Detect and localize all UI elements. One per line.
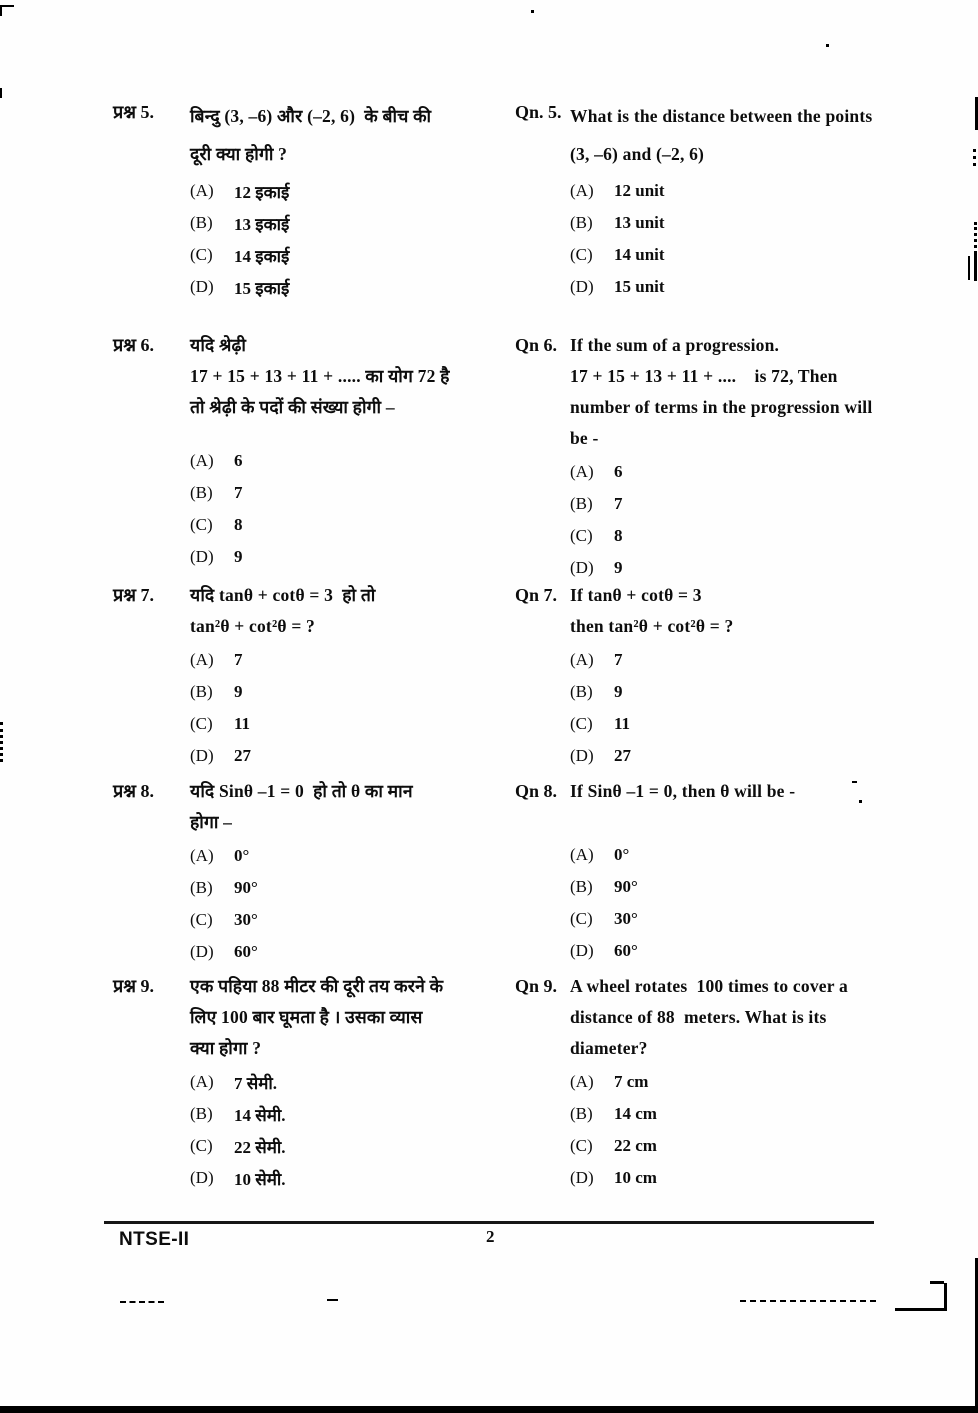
question-text-english (570, 580, 887, 642)
option-letter: (B) (570, 682, 593, 701)
option-row (570, 839, 887, 871)
question-text-hindi (190, 776, 505, 838)
option-value: 7 (234, 650, 243, 669)
scan-mark (930, 1281, 944, 1284)
option-row (190, 676, 505, 708)
option-letter: (B) (570, 213, 593, 232)
question-hindi-column (113, 330, 505, 573)
option-row (190, 904, 505, 936)
question-text-line: लिए 100 बार घूमता है । उसका व्यास (190, 1007, 423, 1027)
booklet-code: NTSE-II (119, 1229, 190, 1250)
option-value: 9 (614, 558, 623, 577)
option-value: 7 सेमी. (234, 1073, 278, 1093)
question-text-english (570, 97, 887, 173)
question-number-hindi: प्रश्न 7. (113, 585, 154, 605)
question-body-hindi (190, 776, 505, 968)
options-hindi (190, 175, 505, 303)
scan-corner-bracket (895, 1283, 947, 1311)
question-text-line: If the sum of a progression. (570, 335, 780, 355)
question-body-hindi (190, 580, 505, 772)
option-value: 7 cm (614, 1072, 649, 1091)
option-value: 7 (614, 650, 623, 669)
option-letter: (D) (570, 1168, 594, 1187)
option-row (190, 207, 505, 239)
question-english-column (515, 776, 887, 967)
options-hindi (190, 644, 505, 772)
scan-dashes (327, 1299, 338, 1301)
option-letter: (C) (190, 714, 213, 733)
option-letter: (D) (190, 277, 214, 296)
question-text-line: tan²θ + cot²θ = ? (190, 616, 316, 636)
option-value: 13 इकाई (234, 214, 290, 234)
option-value: 14 cm (614, 1104, 657, 1123)
option-row (190, 1098, 505, 1130)
question-text-line: distance of 88 meters. What is its (570, 1007, 827, 1027)
option-value: 12 unit (614, 181, 665, 200)
question-text-line: यदि Sinθ –1 = 0 हो तो θ का मान (190, 781, 413, 801)
option-value: 15 unit (614, 277, 665, 296)
question-text-line: होगा – (190, 812, 233, 832)
option-row (570, 207, 887, 239)
option-row (570, 644, 887, 676)
option-letter: (B) (190, 483, 213, 502)
option-row (570, 1162, 887, 1194)
option-row (570, 676, 887, 708)
option-letter: (D) (570, 746, 594, 765)
option-value: 6 (234, 451, 243, 470)
question-body-english (570, 580, 887, 772)
option-value: 22 cm (614, 1136, 657, 1155)
option-letter: (A) (570, 181, 594, 200)
question-text-line: यदि tanθ + cotθ = 3 हो तो (190, 585, 376, 605)
option-value: 14 सेमी. (234, 1105, 286, 1125)
question-number-hindi: प्रश्न 9. (113, 976, 154, 996)
scan-dashes (120, 1301, 164, 1303)
option-letter: (C) (570, 1136, 593, 1155)
option-row (190, 1162, 505, 1194)
question-number-hindi: प्रश्न 6. (113, 335, 154, 355)
question-text-line: be - (570, 428, 599, 448)
option-value: 8 (614, 526, 623, 545)
question-text-line: diameter? (570, 1038, 648, 1058)
question-number-hindi: प्रश्न 8. (113, 781, 154, 801)
option-value: 60° (234, 942, 258, 961)
option-row (190, 175, 505, 207)
option-letter: (D) (190, 942, 214, 961)
option-letter: (A) (190, 181, 214, 200)
options-hindi (190, 1066, 505, 1194)
option-row (570, 871, 887, 903)
question-number-english: Qn 7. (515, 585, 558, 605)
question-text-line: यदि श्रेढ़ी (190, 335, 247, 355)
option-row (190, 477, 505, 509)
option-letter: (D) (190, 746, 214, 765)
option-letter: (B) (570, 494, 593, 513)
option-letter: (D) (190, 547, 214, 566)
question-text-line: If Sinθ –1 = 0, then θ will be - (570, 781, 796, 801)
option-letter: (A) (570, 650, 594, 669)
option-row (190, 509, 505, 541)
question-text-line: बिन्दु (3, –6) और (–2, 6) के बीच की (190, 106, 432, 126)
question-hindi-column (113, 776, 505, 968)
option-value: 15 इकाई (234, 278, 290, 298)
option-value: 9 (234, 682, 243, 701)
question-body-english (570, 971, 887, 1194)
option-letter: (D) (570, 277, 594, 296)
question-text-english (570, 330, 887, 454)
option-letter: (D) (570, 558, 594, 577)
option-letter: (A) (190, 846, 214, 865)
question-body-hindi (190, 97, 505, 303)
option-value: 22 सेमी. (234, 1137, 286, 1157)
page-number: 2 (486, 1227, 495, 1246)
question-text-line: then tan²θ + cot²θ = ? (570, 616, 734, 636)
option-value: 0° (234, 846, 250, 865)
option-row (570, 239, 887, 271)
question-body-hindi (190, 971, 505, 1194)
scan-speck (531, 10, 534, 13)
option-value: 7 (234, 483, 243, 502)
question-text-line: What is the distance between the points (570, 106, 873, 126)
option-value: 6 (614, 462, 623, 481)
option-value: 14 इकाई (234, 246, 290, 266)
option-value: 0° (614, 845, 630, 864)
scan-speck (826, 44, 829, 47)
question-text-line: A wheel rotates 100 times to cover a (570, 976, 848, 996)
question-number-english: Qn. 5. (515, 102, 562, 122)
option-row (570, 488, 887, 520)
question-text-line: If tanθ + cotθ = 3 (570, 585, 702, 605)
option-row (190, 740, 505, 772)
question-body-english (570, 776, 887, 967)
option-row (570, 456, 887, 488)
option-value: 27 (614, 746, 631, 765)
option-row (570, 1098, 887, 1130)
option-value: 60° (614, 941, 638, 960)
option-row (190, 708, 505, 740)
option-letter: (B) (190, 1104, 213, 1123)
footer-rule (104, 1221, 874, 1224)
option-letter: (A) (570, 1072, 594, 1091)
option-letter: (B) (570, 1104, 593, 1123)
option-letter: (A) (190, 451, 214, 470)
question-english-column (515, 580, 887, 772)
option-row (190, 1066, 505, 1098)
scan-bottom-bar (0, 1406, 978, 1413)
question-number-english: Qn 9. (515, 976, 558, 996)
option-value: 30° (614, 909, 638, 928)
question-text-line: क्या होगा ? (190, 1038, 262, 1058)
option-value: 11 (614, 714, 631, 733)
question-text-hindi (190, 971, 505, 1064)
options-english (570, 1066, 887, 1194)
option-letter: (B) (190, 682, 213, 701)
option-row (190, 541, 505, 573)
question-text-line: एक पहिया 88 मीटर की दूरी तय करने के (190, 976, 444, 996)
question-number-english: Qn 8. (515, 781, 558, 801)
option-row (190, 271, 505, 303)
scan-speck (852, 781, 857, 783)
option-row (570, 740, 887, 772)
option-letter: (A) (190, 1072, 214, 1091)
option-letter: (C) (190, 910, 213, 929)
option-letter: (C) (570, 909, 593, 928)
question-text-hindi (190, 580, 505, 642)
option-row (190, 445, 505, 477)
question-english-column (515, 971, 887, 1194)
option-row (570, 271, 887, 303)
question-hindi-column (113, 580, 505, 772)
option-value: 12 इकाई (234, 182, 290, 202)
option-row (570, 175, 887, 207)
option-letter: (C) (190, 515, 213, 534)
question-body-english (570, 97, 887, 303)
option-row (570, 520, 887, 552)
question-text-hindi (190, 330, 505, 423)
option-value: 14 unit (614, 245, 665, 264)
option-letter: (A) (570, 845, 594, 864)
scan-mark (968, 256, 970, 280)
option-value: 90° (234, 878, 258, 897)
option-row (570, 708, 887, 740)
question-body-english (570, 330, 887, 584)
question-hindi-column (113, 97, 505, 303)
option-row (570, 903, 887, 935)
option-value: 90° (614, 877, 638, 896)
option-letter: (A) (570, 462, 594, 481)
question-text-line: तो श्रेढ़ी के पदों की संख्या होगी – (190, 397, 395, 417)
question-body-hindi (190, 330, 505, 573)
option-value: 30° (234, 910, 258, 929)
question-hindi-column (113, 971, 505, 1194)
options-hindi (190, 840, 505, 968)
question-number-hindi: प्रश्न 5. (113, 102, 154, 122)
question-text-line: (3, –6) and (–2, 6) (570, 144, 705, 164)
option-value: 10 cm (614, 1168, 657, 1187)
question-english-column (515, 330, 887, 584)
option-letter: (B) (190, 213, 213, 232)
scan-mark (974, 252, 977, 281)
scan-mark (0, 722, 3, 762)
question-text-line: दूरी क्या होगी ? (190, 144, 288, 164)
option-letter: (C) (570, 714, 593, 733)
option-value: 7 (614, 494, 623, 513)
scan-mark (0, 88, 2, 98)
option-letter: (D) (570, 941, 594, 960)
option-row (190, 872, 505, 904)
option-value: 8 (234, 515, 243, 534)
option-row (190, 840, 505, 872)
option-row (570, 1066, 887, 1098)
option-letter: (C) (570, 245, 593, 264)
question-text-english (570, 971, 887, 1064)
question-text-english (570, 776, 887, 807)
option-row (190, 239, 505, 271)
option-row (570, 935, 887, 967)
option-row (570, 1130, 887, 1162)
option-row (190, 644, 505, 676)
option-letter: (C) (190, 245, 213, 264)
question-english-column (515, 97, 887, 303)
option-letter: (D) (190, 1168, 214, 1187)
options-english (570, 175, 887, 303)
question-number-english: Qn 6. (515, 335, 558, 355)
scan-mark (973, 149, 976, 166)
scan-speck (859, 800, 862, 803)
option-value: 11 (234, 714, 251, 733)
option-value: 9 (234, 547, 243, 566)
question-text-hindi (190, 97, 505, 173)
option-letter: (A) (190, 650, 214, 669)
question-text-line: 17 + 15 + 13 + 11 + .... is 72, Then (570, 366, 838, 386)
scan-dashes (740, 1300, 876, 1302)
option-letter: (C) (570, 526, 593, 545)
option-row (190, 936, 505, 968)
options-hindi (190, 445, 505, 573)
options-english (570, 644, 887, 772)
scan-corner-mark (0, 5, 14, 16)
question-text-line: number of terms in the progression will (570, 397, 873, 417)
option-value: 13 unit (614, 213, 665, 232)
question-text-line: 17 + 15 + 13 + 11 + ..... का योग 72 है (190, 366, 450, 386)
options-english (570, 839, 887, 967)
option-row (190, 1130, 505, 1162)
options-english (570, 456, 887, 584)
option-value: 10 सेमी. (234, 1169, 286, 1189)
option-letter: (C) (190, 1136, 213, 1155)
option-letter: (B) (190, 878, 213, 897)
option-value: 27 (234, 746, 251, 765)
option-letter: (B) (570, 877, 593, 896)
option-value: 9 (614, 682, 623, 701)
